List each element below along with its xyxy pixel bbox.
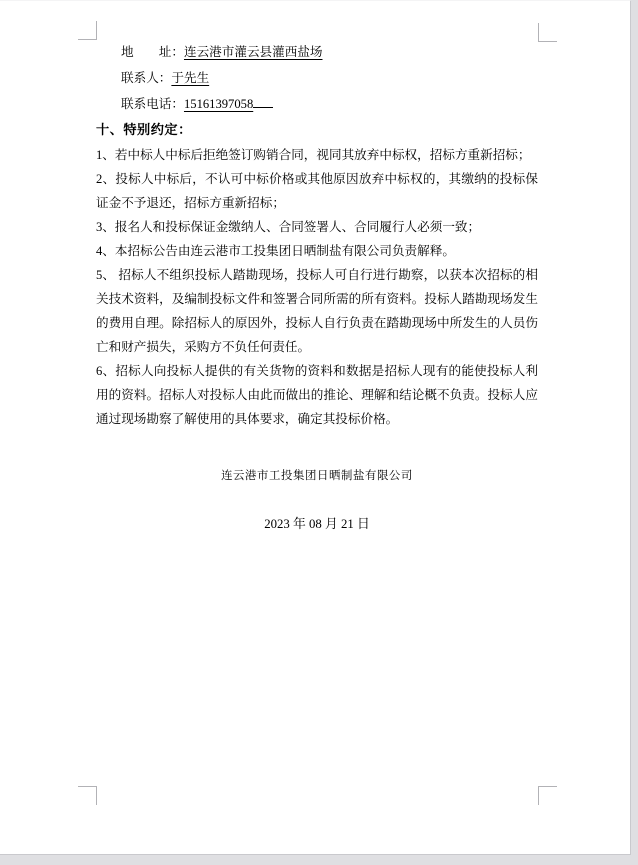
address-value: 连云港市灌云县灌西盐场: [183, 45, 323, 59]
margin-crop-mark-bottom-right: [538, 786, 557, 805]
text-body: [96, 39, 538, 536]
phone-value: 15161397058: [183, 97, 254, 111]
special-provisions-list: [96, 143, 538, 431]
section-heading: 十、特别约定：: [96, 122, 192, 137]
address-label: 地 址：: [121, 45, 184, 59]
phone-underline-extension: [253, 93, 273, 108]
provision-2: 2、投标人中标后，不认可中标价格或其他原因放弃中标权的，其缴纳的投标保证金不予退还，招标方重新招标；: [96, 172, 538, 210]
contact-row-person: [121, 65, 538, 91]
contact-person-value: 于先生: [171, 71, 210, 85]
phone-label: 联系电话：: [121, 97, 184, 111]
provision-1: 1、若中标人中标后拒绝签订购销合同，视同其放弃中标权，招标方重新招标；: [96, 148, 531, 162]
provision-3: 3、报名人和投标保证金缴纳人、合同签署人、合同履行人必须一致；: [96, 220, 481, 234]
contact-row-address: [121, 39, 538, 65]
signature-date: 2023 年 08 月 21 日: [264, 517, 370, 531]
margin-crop-mark-bottom-left: [78, 786, 97, 805]
provision-6: 6、招标人向投标人提供的有关货物的资料和数据是招标人现有的能使投标人利用的资料。招标人对投标人由此而做出的推论、理解和结论概不负责。投标人应通过现场勘察了解使用的具体要求，确定其投标价格。: [96, 364, 538, 426]
contact-person-label: 联系人：: [121, 71, 172, 85]
margin-crop-mark-top-right: [538, 23, 557, 42]
provision-5: 5、 招标人不组织投标人踏勘现场，投标人可自行进行勘察，以获本次招标的相关技术资料，及编制投标文件和签署合同所需的所有资料。投标人踏勘现场发生的费用自理。除招标人的原因外，投标人自行负责在踏勘现场中所发生的人员伤亡和财产损失，采购方不负任何责任。: [96, 268, 538, 354]
contact-row-phone: [121, 91, 538, 117]
contact-block: [96, 39, 538, 117]
margin-crop-mark-top-left: [78, 21, 97, 40]
signature-company: 连云港市工投集团日晒制盐有限公司: [221, 470, 413, 482]
provision-4: 4、本招标公告由连云港市工投集团日晒制盐有限公司负责解释。: [96, 244, 455, 258]
